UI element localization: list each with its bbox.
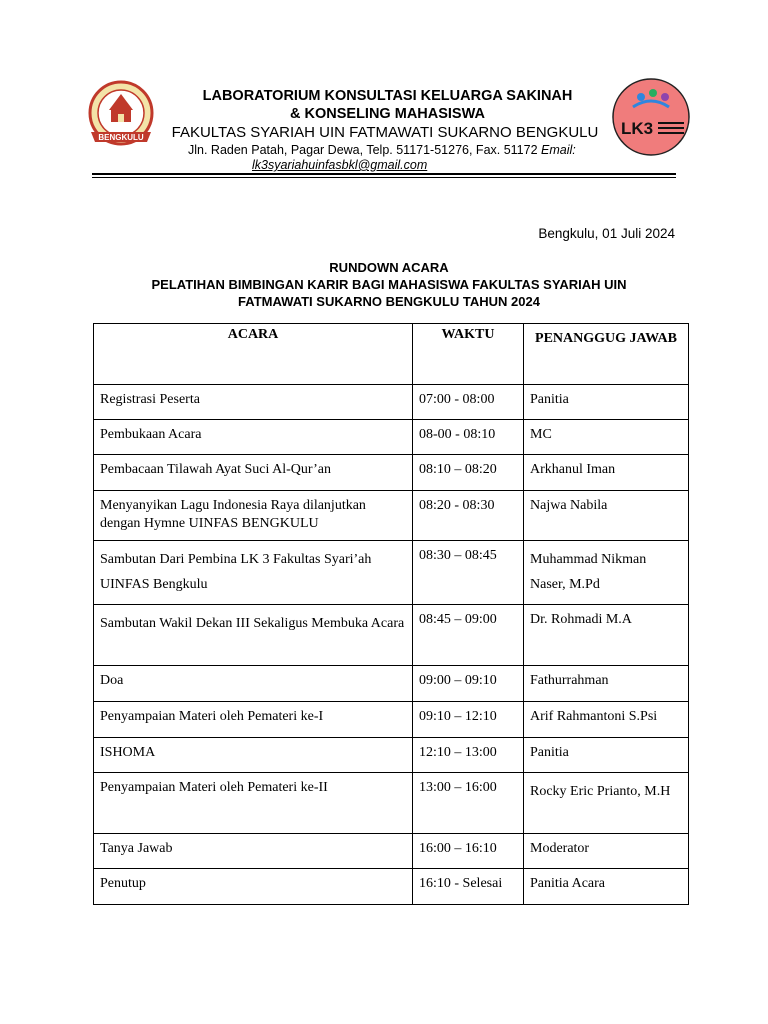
address-text: Jln. Raden Patah, Pagar Dewa, Telp. 51171-51276, Fax. 51172 (188, 143, 542, 157)
seal-banner-text: BENGKULU (98, 133, 144, 142)
cell-waktu: 07:00 - 08:00 (413, 385, 524, 420)
cell-acara: Penyampaian Materi oleh Pemateri ke-II (94, 773, 413, 834)
header-acara: ACARA (94, 324, 413, 385)
cell-pj: Najwa Nabila (524, 491, 689, 541)
table-row (94, 702, 689, 738)
table-row (94, 385, 689, 420)
cell-waktu: 13:00 – 16:00 (413, 773, 524, 834)
cell-waktu: 08:20 - 08:30 (413, 491, 524, 541)
table-row (94, 605, 689, 666)
cell-acara: Tanya Jawab (94, 834, 413, 869)
table-row (94, 491, 689, 541)
lk3-logo-text: LK3 (621, 119, 654, 138)
doc-title-line3: FATMAWATI SUKARNO BENGKULU TAHUN 2024 (238, 294, 540, 309)
table-row (94, 738, 689, 773)
cell-pj: MC (524, 420, 689, 455)
table-row (94, 455, 689, 491)
cell-pj: Muhammad Nikman Naser, M.Pd (524, 541, 689, 605)
lk3-logo (611, 77, 691, 157)
cell-pj: Fathurrahman (524, 666, 689, 702)
table-row (94, 869, 689, 905)
cell-pj: Arif Rahmantoni S.Psi (524, 702, 689, 738)
cell-pj: Panitia (524, 738, 689, 773)
letterhead-rule-thick (92, 173, 676, 175)
letterhead-email-link[interactable]: lk3syariahuinfasbkl@gmail.com (252, 158, 428, 172)
cell-acara: Penyampaian Materi oleh Pemateri ke-I (94, 702, 413, 738)
table-row (94, 420, 689, 455)
letterhead-title-line1: LABORATORIUM KONSULTASI KELUARGA SAKINAH (202, 88, 573, 104)
document-date: Bengkulu, 01 Juli 2024 (538, 226, 675, 241)
cell-acara: Sambutan Wakil Dekan III Sekaligus Membuka Acara (94, 605, 413, 666)
cell-acara: Penutup (94, 869, 413, 905)
cell-waktu: 16:10 - Selesai (413, 869, 524, 905)
doc-title-line1: RUNDOWN ACARA (329, 260, 449, 275)
letterhead-faculty: FAKULTAS SYARIAH UIN FATMAWATI SUKARNO BENGKULU (171, 124, 599, 141)
cell-waktu: 08-00 - 08:10 (413, 420, 524, 455)
header-waktu: WAKTU (413, 324, 524, 385)
table-row (94, 834, 689, 869)
doc-title-line2: PELATIHAN BIMBINGAN KARIR BAGI MAHASISWA FAKULTAS SYARIAH UIN (151, 277, 627, 292)
cell-pj: Dr. Rohmadi M.A (524, 605, 689, 666)
cell-waktu: 08:10 – 08:20 (413, 455, 524, 491)
cell-pj: Arkhanul Iman (524, 455, 689, 491)
cell-acara: Menyanyikan Lagu Indonesia Raya dilanjutkan dengan Hymne UINFAS BENGKULU (94, 491, 413, 541)
cell-pj: Moderator (524, 834, 689, 869)
letterhead-title-line2: & KONSELING MAHASISWA (290, 106, 485, 122)
table-header-row (94, 324, 689, 385)
cell-pj: Rocky Eric Prianto, M.H (524, 773, 689, 834)
cell-acara: Pembacaan Tilawah Ayat Suci Al-Qur’an (94, 455, 413, 491)
cell-waktu: 16:00 – 16:10 (413, 834, 524, 869)
cell-pj: Panitia (524, 385, 689, 420)
cell-acara: Doa (94, 666, 413, 702)
table-row (94, 541, 689, 605)
cell-acara: Pembukaan Acara (94, 420, 413, 455)
cell-waktu: 08:45 – 09:00 (413, 605, 524, 666)
cell-waktu: 09:00 – 09:10 (413, 666, 524, 702)
table-row (94, 773, 689, 834)
email-label: Email: (541, 143, 576, 157)
cell-waktu: 12:10 – 13:00 (413, 738, 524, 773)
cell-pj: Panitia Acara (524, 869, 689, 905)
cell-acara: ISHOMA (94, 738, 413, 773)
cell-acara: Sambutan Dari Pembina LK 3 Fakultas Syari’ah UINFAS Bengkulu (94, 541, 413, 605)
cell-acara: Registrasi Peserta (94, 385, 413, 420)
letterhead-rule-thin (92, 177, 676, 178)
letterhead-address (188, 143, 576, 157)
header-penanggung-jawab: PENANGGUG JAWAB (524, 324, 689, 385)
table-row (94, 666, 689, 702)
cell-waktu: 09:10 – 12:10 (413, 702, 524, 738)
cell-waktu: 08:30 – 08:45 (413, 541, 524, 605)
rundown-table (93, 323, 689, 905)
